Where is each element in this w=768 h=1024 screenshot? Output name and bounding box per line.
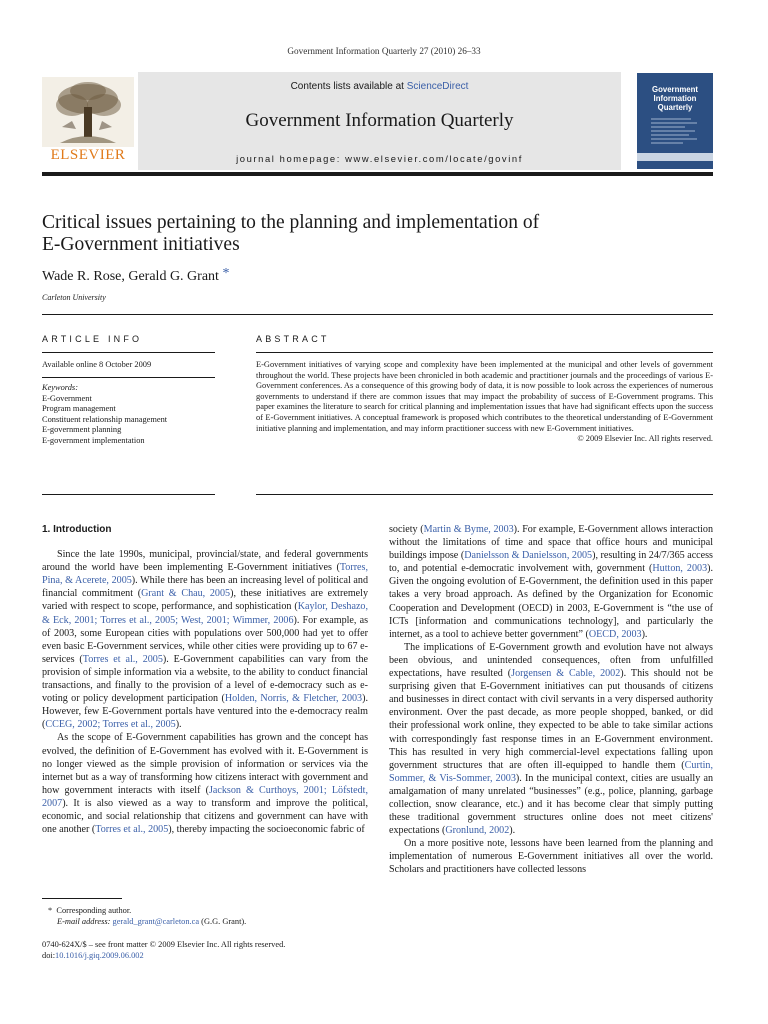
copyright: © 2009 Elsevier Inc. All rights reserved. xyxy=(577,434,713,444)
text: The implications of E-Government growth and evolution have not always been obvious, and unintended consequences, often from unfulfilled expectations, have resulted ( xyxy=(389,641,713,680)
citation-link[interactable]: Gronlund, 2002 xyxy=(445,825,510,837)
citation-link[interactable]: Danielsson & Danielsson, 2005 xyxy=(464,550,593,562)
email-suffix: (G.G. Grant). xyxy=(199,916,247,926)
divider xyxy=(42,377,215,378)
keyword: E-Government xyxy=(42,393,92,403)
divider xyxy=(42,494,215,495)
email-link[interactable]: gerald_grant@carleton.ca xyxy=(112,916,200,926)
abstract-text: E-Government initiatives of varying scope and complexity have been implemented at the municipal and other levels of government throughout the world. These projects have been chronicled in both academic and practitioner journals and the proceedings of various E-Government conferences. As a consequence of this growing body of data, it is now possible to look across the experiences of numerous governments to understand if there are common issues that may impact the probability of success of E-Government programs. This paper examines the literature to search for critical planning and implementation issues that have had significant effects upon the success of E-Government initiatives. A conceptual framework is proposed which contributes to the theoretical understanding of E-Government initiative planning and implementation, and may inform practitioner success with new E-Government initiatives. xyxy=(256,360,713,433)
paragraph xyxy=(389,641,713,837)
keywords-block xyxy=(42,383,232,447)
text: ). However, few E-Government portals have ventured into the e-democracy realm ( xyxy=(42,693,368,731)
keyword: E-government implementation xyxy=(42,435,145,445)
cover-title-line: Quarterly xyxy=(657,103,693,112)
article-title-line: E-Government initiatives xyxy=(42,234,240,255)
text: ). In the municipal context, cities are usually an amalgamation of many unrelated “businesses” (e.g., police, planning, garbage collection, snow clearance, etc.) and it has become clear that simply putting these traditional government structures online does not meet citizens' expectations ( xyxy=(389,772,713,837)
footnote-text: Corresponding author. xyxy=(56,906,132,915)
keywords-label: Keywords: xyxy=(42,383,78,392)
paragraph xyxy=(42,548,368,731)
cover-title-line: Information xyxy=(653,94,697,103)
article-info-heading: ARTICLE INFO xyxy=(42,334,143,344)
paragraph: On a more positive note, lessons have been learned from the planning and implementation of numerous E-Government initiatives all over the world. Scholars and practitioners have collected lessons xyxy=(389,838,713,876)
text: ). It is also viewed as a way to transform and improve the political, economic, and social relationship that citizens and government can have with one another ( xyxy=(42,797,368,836)
text: As the scope of E-Government capabilities has grown and the concept has evolved, the definition of E-Government has evolved with it. E-Government is no longer viewed as the simple provision of information or services via the internet but as a way of transforming how citizens interact with government and how government interacts with itself ( xyxy=(42,732,368,796)
article-title xyxy=(42,212,682,256)
text: ). For example, E-Government allows interaction without the limitations of time and space that office hours and municipal buildings impose ( xyxy=(389,524,713,562)
journal-homepage[interactable]: journal homepage: www.elsevier.com/locate/govinf xyxy=(236,153,523,164)
footnote-email xyxy=(48,917,368,928)
issn-line: 0740-624X/$ – see front matter © 2009 Elsevier Inc. All rights reserved. xyxy=(42,940,286,949)
text: ). xyxy=(175,719,182,731)
cover-strip xyxy=(637,153,713,161)
footnote-mark: * xyxy=(48,906,53,915)
contents-prefix: Contents lists available at xyxy=(290,81,407,92)
text: ). This should not be surprising given that E-Government initiatives can put thousands of citizens and businesses in direct contact with civil servants in a very dispersed authority environment. Over the past decade, as more people shopped, banked, or did their professional work online, they expected to be able to take similar actions with correspondingly fast response times in an E-Government environment. This has resulted in very high commercial-level expectations falling upon government structures that are often ill-equipped to handle them ( xyxy=(389,668,714,771)
paragraph xyxy=(389,523,713,641)
keyword: E-government planning xyxy=(42,425,122,435)
citation-link[interactable]: Jorgensen & Cable, 2002 xyxy=(511,668,621,680)
journal-title: Government Information Quarterly xyxy=(245,110,514,131)
left-column xyxy=(42,523,368,836)
author-names: Wade R. Rose, Gerald G. Grant xyxy=(42,269,219,284)
cover-title-line: Government xyxy=(652,85,698,94)
footnote-corresponding xyxy=(48,906,368,917)
contents-line xyxy=(138,81,621,92)
citation-link[interactable]: Holden, Norris, & Fletcher, 2003 xyxy=(224,693,363,705)
email-label: E-mail address: xyxy=(57,916,111,926)
abstract-body xyxy=(256,360,713,445)
citation-link[interactable]: Martin & Byme, 2003 xyxy=(423,524,514,535)
footnote-rule xyxy=(42,898,122,899)
footnote xyxy=(48,906,368,927)
elsevier-logo xyxy=(42,77,134,165)
available-online: Available online 8 October 2009 xyxy=(42,360,152,369)
divider xyxy=(256,352,713,353)
text: ). Given the ongoing evolution of E-Government, the definition used in this paper takes a very broad approach. As defined by the Organization for Economic Cooperation and Development (OECD) in 2003, E-Government is “the use of ICTs [information and communications technology], and particularly the internet, as a tool to achieve better government” ( xyxy=(389,563,714,640)
citation-link[interactable]: Torres, Pina, & Acerete, 2005 xyxy=(42,562,368,587)
citation-link[interactable]: Curtin, Sommer, & Vis-Sommer, 2003 xyxy=(389,759,713,784)
publisher-name: ELSEVIER xyxy=(50,147,126,163)
text: ). While there has been an increasing level of political and financial commitment ( xyxy=(42,575,368,600)
journal-cover[interactable] xyxy=(637,73,713,169)
text: ), these initiatives are extremely varied with respect to scope, performance, and sophistication ( xyxy=(42,588,369,613)
corresponding-author-mark[interactable]: * xyxy=(222,266,230,281)
paragraph xyxy=(42,731,368,836)
divider xyxy=(42,314,713,315)
text: society ( xyxy=(389,524,424,535)
abstract-heading: ABSTRACT xyxy=(256,334,330,344)
keyword: Program management xyxy=(42,404,116,414)
journal-reference: Government Information Quarterly 27 (2010) 26–33 xyxy=(287,46,481,56)
citation-link[interactable]: Grant & Chau, 2005 xyxy=(141,588,231,600)
citation-link[interactable]: Torres et al., 2005 xyxy=(82,653,163,665)
doi-prefix: doi: xyxy=(42,950,56,960)
citation-link[interactable]: Hutton, 2003 xyxy=(652,563,708,575)
sciencedirect-link[interactable]: ScienceDirect xyxy=(406,81,469,92)
doi-link[interactable]: 10.1016/j.giq.2009.06.002 xyxy=(55,950,144,960)
issn-block xyxy=(42,940,372,961)
article-title-line: Critical issues pertaining to the planning and implementation of xyxy=(42,212,540,233)
citation-link[interactable]: OECD, 2003 xyxy=(588,628,642,640)
keyword: Constituent relationship management xyxy=(42,414,168,424)
citation-link[interactable]: Jackson & Curthoys, 2001; Löfstedt, 2007 xyxy=(42,784,369,809)
cover-text-lines xyxy=(647,117,703,147)
text: ). For example, as of 2003, some European cities with populations over 500,000 had yet to offer even basic E-Government services, while other cities were providing up to 67 e-services ( xyxy=(42,614,368,665)
cover-title xyxy=(637,85,713,112)
divider xyxy=(42,352,215,353)
right-column xyxy=(389,523,713,877)
header-rule xyxy=(42,172,713,176)
text: ). xyxy=(641,628,648,640)
divider xyxy=(256,494,713,495)
citation-link[interactable]: Kaylor, Deshazo, & Eck, 2001; Torres et al., 2005; West, 2001; Wimmer, 2006 xyxy=(42,601,368,626)
text: ). xyxy=(509,825,516,837)
text: ), resulting in 24/7/365 access to, and potential e-democratic involvement with, government ( xyxy=(389,550,713,575)
text: ), thereby impacting the socioeconomic fabric of xyxy=(168,824,365,836)
affiliation: Carleton University xyxy=(42,293,106,302)
citation-link[interactable]: CCEG, 2002; Torres et al., 2005 xyxy=(45,719,176,731)
citation-link[interactable]: Torres et al., 2005 xyxy=(95,824,169,836)
section-heading: 1. Introduction xyxy=(42,524,112,535)
authors xyxy=(42,266,229,285)
text: Since the late 1990s, municipal, provincial/state, and federal governments around the world have been implementing E-Government initiatives ( xyxy=(42,549,368,574)
text: ). E-Government capabilities can vary from the provision of simple information via a website, to the ability to conduct financial transactions, and finally to the provision of a level of e-democracy such as e-voting or policy development participation ( xyxy=(42,653,368,705)
doi-line xyxy=(42,951,372,962)
